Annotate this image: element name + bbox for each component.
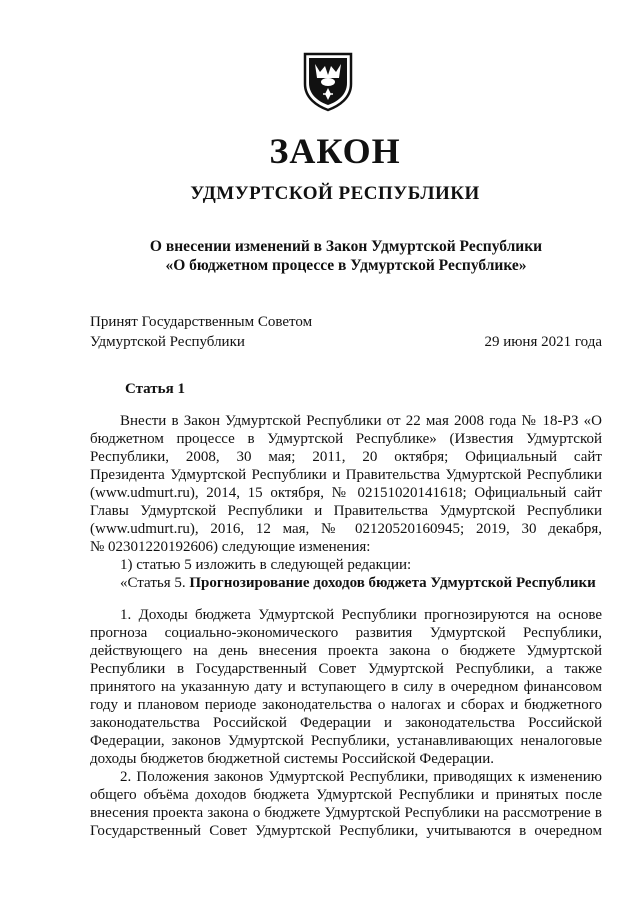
paragraph-1-line: прогноза социально-экономического развития Удмуртской Республики, bbox=[90, 625, 602, 641]
article-line: (www.udmurt.ru), 2014, 15 октября, № 02151020141618; Официальный сайт bbox=[90, 485, 602, 501]
article-line: (www.udmurt.ru), 2016, 12 мая, № 02120520160945; 2019, 30 декабря, bbox=[90, 521, 602, 537]
paragraph-1-line: 1. Доходы бюджета Удмуртской Республики прогнозируются на основе bbox=[120, 607, 602, 623]
adoption-date: 29 июня 2021 года bbox=[484, 334, 602, 350]
article-line: Президента Удмуртской Республики и Правительства Удмуртской Республики bbox=[90, 467, 602, 483]
article-line: Внести в Закон Удмуртской Республики от 22 мая 2008 года № 18-РЗ «О bbox=[120, 413, 602, 429]
law-name-line-2: «О бюджетном процессе в Удмуртской Республике» bbox=[165, 257, 527, 274]
article-line: Республики, 2008, 30 мая; 2011, 20 октября; Официальный сайт bbox=[90, 449, 602, 465]
paragraph-1-line: году и плановом периоде законодательства о налогах и сборах и бюджетного bbox=[90, 697, 602, 713]
article-line: 1) статью 5 изложить в следующей редакции: bbox=[120, 557, 412, 573]
coat-of-arms-emblem bbox=[301, 50, 355, 112]
quoted-article-heading bbox=[120, 574, 602, 592]
quoted-article-number: «Статья 5. bbox=[120, 575, 186, 591]
paragraph-1-line: принятого на указанную дату и вступающего в силу в очередном финансовом bbox=[90, 679, 602, 695]
adoption-line-1: Принят Государственным Советом bbox=[90, 314, 313, 330]
paragraph-2-line: Государственный Совет Удмуртской Республики, учитываются в очередном bbox=[90, 823, 602, 839]
paragraph-2-line: 2. Положения законов Удмуртской Республики, приводящих к изменению bbox=[120, 769, 602, 785]
article-line: Главы Удмуртской Республики и Правительства Удмуртской Республики bbox=[90, 503, 602, 519]
law-title: ЗАКОН bbox=[269, 131, 401, 171]
paragraph-1-line: Федерации, законов Удмуртской Республики, устанавливающих неналоговые bbox=[90, 733, 602, 749]
quoted-article-title: Прогнозирование доходов бюджета Удмуртской Республики bbox=[189, 575, 596, 591]
law-subtitle: УДМУРТСКОЙ РЕСПУБЛИКИ bbox=[190, 183, 480, 204]
adoption-line-2: Удмуртской Республики bbox=[90, 334, 245, 350]
adoption-body bbox=[90, 312, 312, 352]
paragraph-2-line: внесения проекта закона о бюджете Удмуртской Республики на рассмотрение в bbox=[90, 805, 602, 821]
article-line: бюджетном процессе в Удмуртской Республике» (Известия Удмуртской bbox=[90, 431, 602, 447]
law-name-line-1: О внесении изменений в Закон Удмуртской Республики bbox=[149, 238, 543, 255]
paragraph-2-line: общего объёма доходов бюджета Удмуртской Республики и принятых после bbox=[90, 787, 602, 803]
paragraph-1-line: законодательства Российской Федерации и законодательства Российской bbox=[90, 715, 602, 731]
paragraph-1-line: Республики в Государственный Совет Удмуртской Республики, а также bbox=[90, 661, 602, 677]
paragraph-1-line: действующего на день внесения проекта закона о бюджете Удмуртской bbox=[90, 643, 602, 659]
article-heading: Статья 1 bbox=[125, 381, 185, 397]
paragraph-1-line: доходы бюджетов бюджетной системы Российской Федерации. bbox=[90, 751, 494, 767]
article-line: № 02301220192606) следующие изменения: bbox=[90, 539, 371, 555]
